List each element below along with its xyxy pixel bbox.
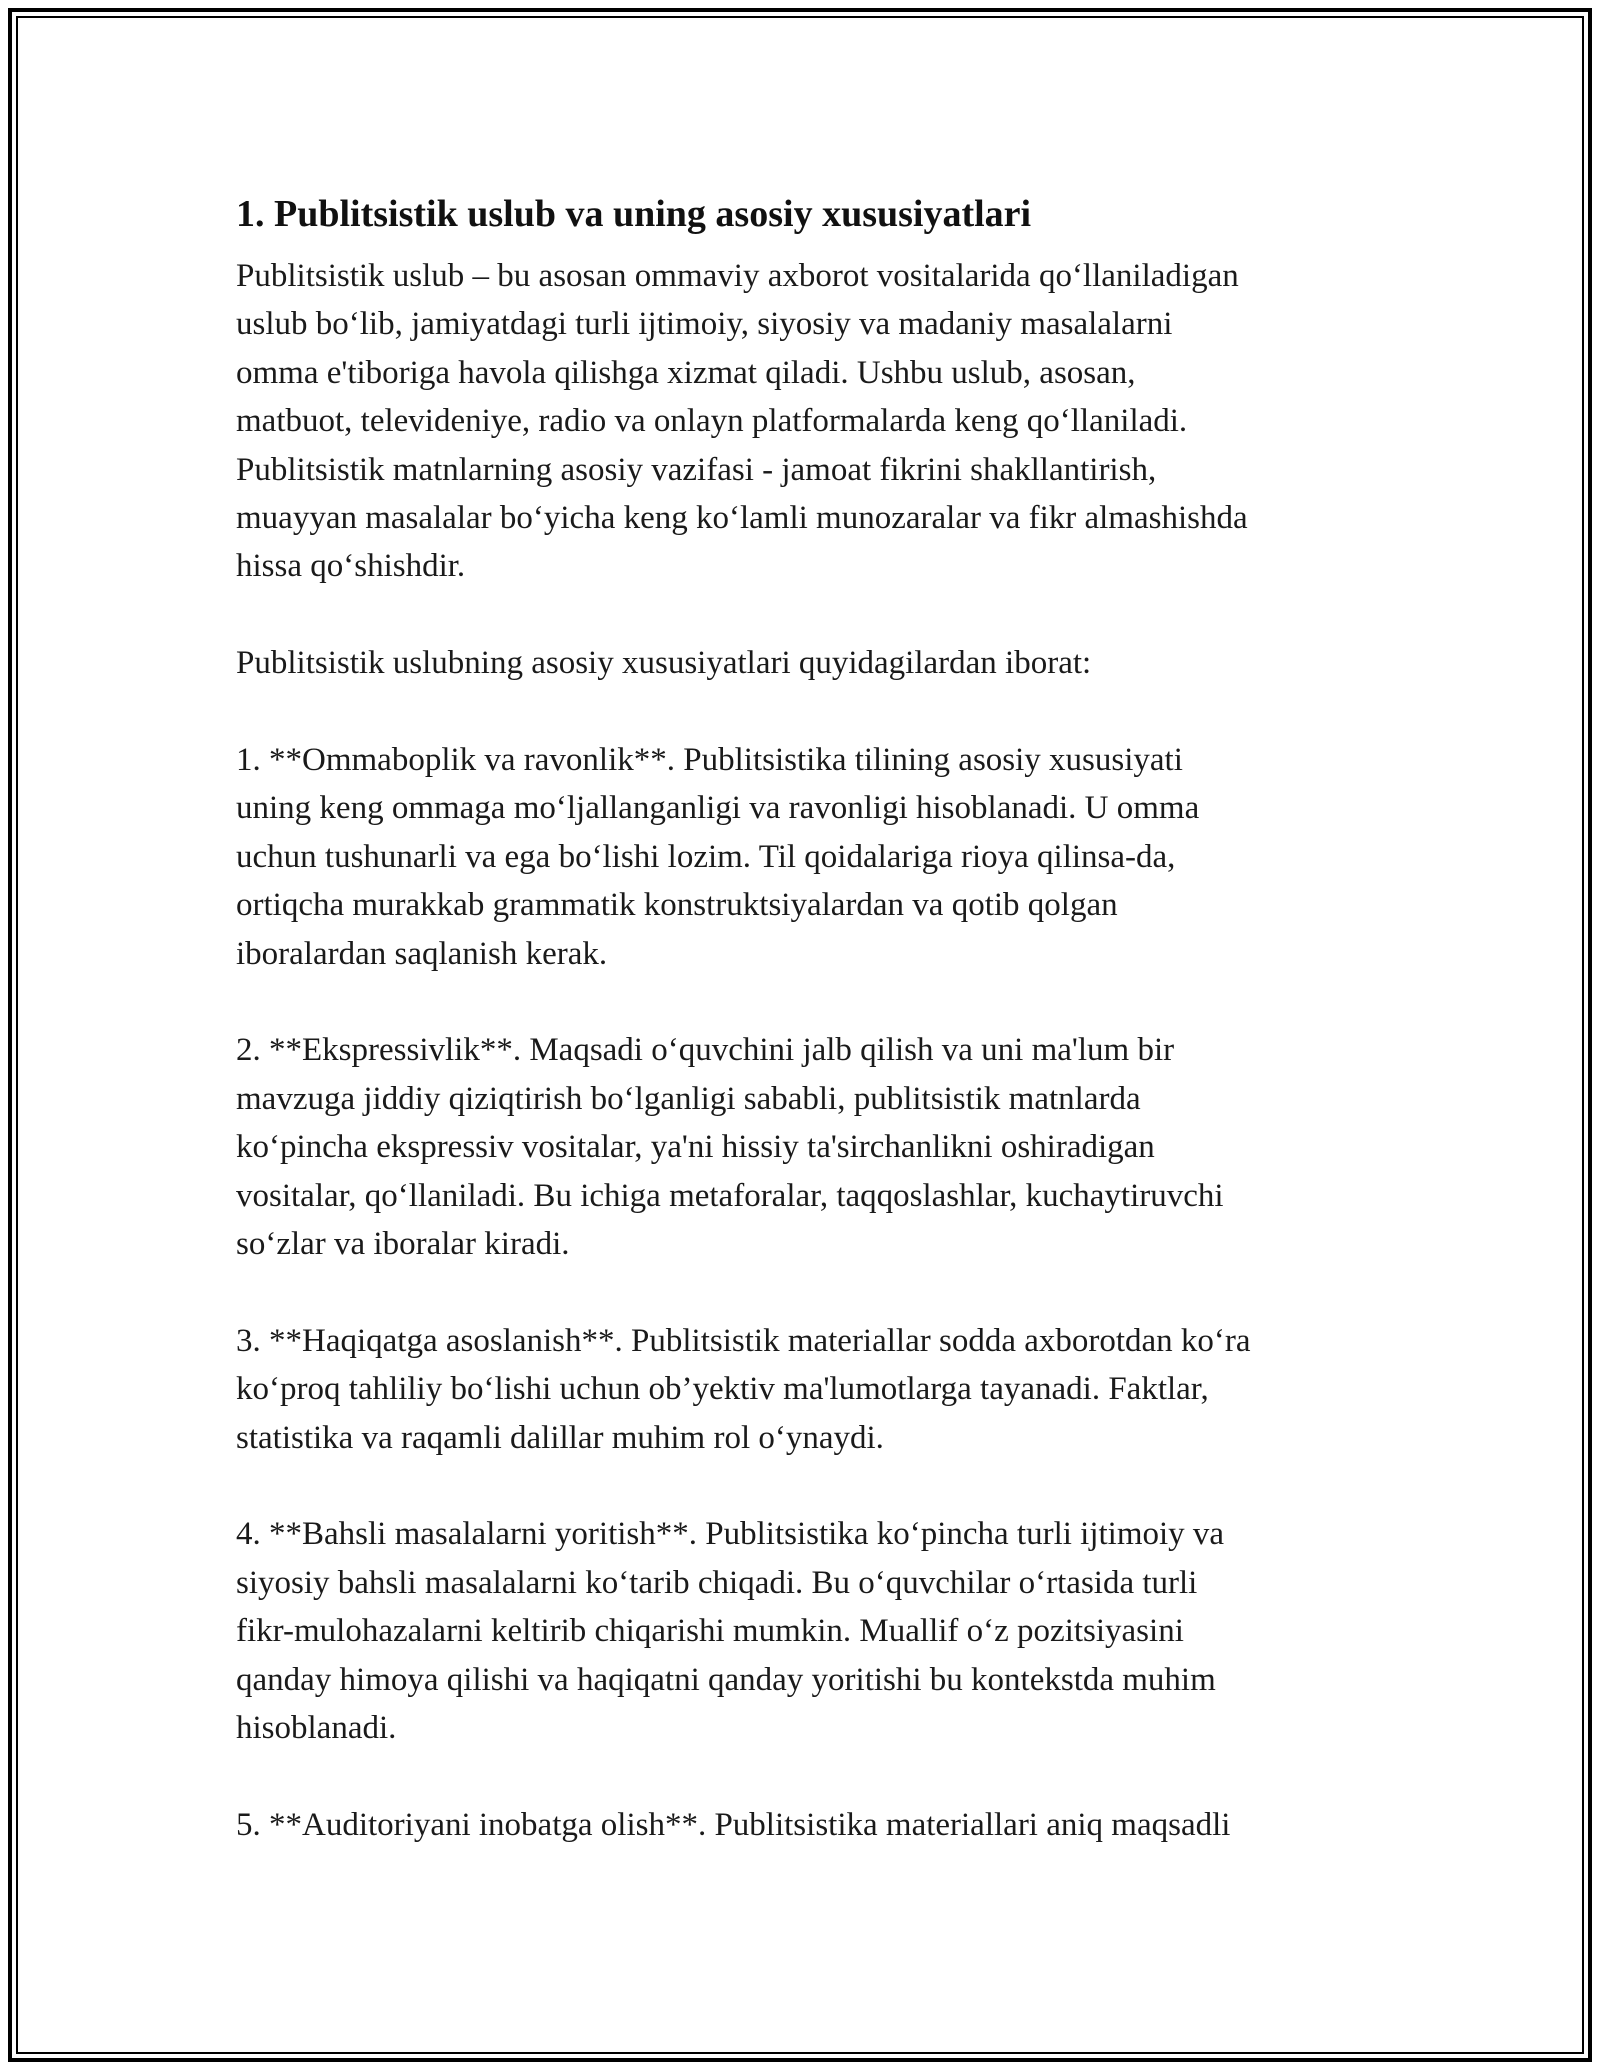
paragraph [236, 736, 1376, 978]
paragraph-line: matbuot, televideniye, radio va onlayn platformalarda keng qo‘llaniladi. [236, 403, 1188, 440]
paragraph-line: siyosiy bahsli masalalarni ko‘tarib chiqadi. Bu o‘quvchilar o‘rtasida turli [236, 1564, 1198, 1601]
paragraph-line: uchun tushunarli va ega bo‘lishi lozim. Til qoidalariga rioya qilinsa-da, [236, 838, 1176, 875]
paragraph [236, 1317, 1376, 1462]
paragraph [236, 639, 1376, 687]
paragraph-line: 5. **Auditoriyani inobatga olish**. Publitsistika materiallari aniq maqsadli [236, 1806, 1231, 1843]
paragraph-line: ko‘proq tahliliy bo‘lishi uchun ob’yektiv ma'lumotlarga tayanadi. Faktlar, [236, 1371, 1209, 1408]
paragraph-list [236, 252, 1376, 1849]
paragraph [236, 1510, 1376, 1752]
paragraph-line: Publitsistik uslub – bu asosan ommaviy axborot vositalarida qo‘llaniladigan [236, 258, 1239, 294]
paragraph-line: 2. **Ekspressivlik**. Maqsadi o‘quvchini jalb qilish va uni ma'lum bir [236, 1032, 1175, 1069]
paragraph-line: Publitsistik matnlarning asosiy vazifasi - jamoat fikrini shakllantirish, [236, 451, 1157, 488]
paragraph-line: hisoblanadi. [236, 1710, 397, 1747]
paragraph [236, 252, 1376, 591]
paragraph-line: muayyan masalalar bo‘yicha keng ko‘lamli munozaralar va fikr almashishda [236, 500, 1248, 537]
paragraph-line: ko‘pincha ekspressiv vositalar, ya'ni hissiy ta'sirchanlikni oshiradigan [236, 1129, 1155, 1166]
document-title: 1. Publitsistik uslub va uning asosiy xususiyatlari [236, 193, 1032, 235]
paragraph-line: uslub bo‘lib, jamiyatdagi turli ijtimoiy, siyosiy va madaniy masalalarni [236, 306, 1173, 343]
paragraph-line: Publitsistik uslubning asosiy xususiyatlari quyidagilardan iborat: [236, 645, 1092, 682]
document-body [236, 186, 1376, 1898]
paragraph-line: 4. **Bahsli masalalarni yoritish**. Publitsistika ko‘pincha turli ijtimoiy va [236, 1516, 1225, 1553]
paragraph [236, 1026, 1376, 1268]
paragraph-line: iboralardan saqlanish kerak. [236, 935, 608, 972]
paragraph-line: statistika va raqamli dalillar muhim rol o‘ynaydi. [236, 1419, 884, 1456]
paragraph-line: fikr-mulohazalarni keltirib chiqarishi mumkin. Muallif o‘z pozitsiyasini [236, 1613, 1184, 1650]
paragraph-line: mavzuga jiddiy qiziqtirish bo‘lganligi sababli, publitsistik matnlarda [236, 1080, 1141, 1117]
paragraph-line: qanday himoya qilishi va haqiqatni qanday yoritishi bu kontekstda muhim [236, 1661, 1216, 1698]
paragraph-line: ortiqcha murakkab grammatik konstruktsiyalardan va qotib qolgan [236, 887, 1118, 924]
paragraph-line: 3. **Haqiqatga asoslanish**. Publitsistik materiallar sodda axborotdan ko‘ra [236, 1322, 1251, 1359]
paragraph-line: uning keng ommaga mo‘ljallanganligi va ravonligi hisoblanadi. U omma [236, 790, 1200, 827]
paragraph-line: vositalar, qo‘llaniladi. Bu ichiga metaforalar, taqqoslashlar, kuchaytiruvchi [236, 1177, 1224, 1214]
paragraph-line: hissa qo‘shishdir. [236, 548, 466, 585]
paragraph-line: so‘zlar va iboralar kiradi. [236, 1226, 570, 1263]
paragraph-line: 1. **Ommaboplik va ravonlik**. Publitsistika tilining asosiy xususiyati [236, 742, 1183, 779]
paragraph [236, 1801, 1376, 1849]
paragraph-line: omma e'tiboriga havola qilishga xizmat qiladi. Ushbu uslub, asosan, [236, 354, 1136, 391]
